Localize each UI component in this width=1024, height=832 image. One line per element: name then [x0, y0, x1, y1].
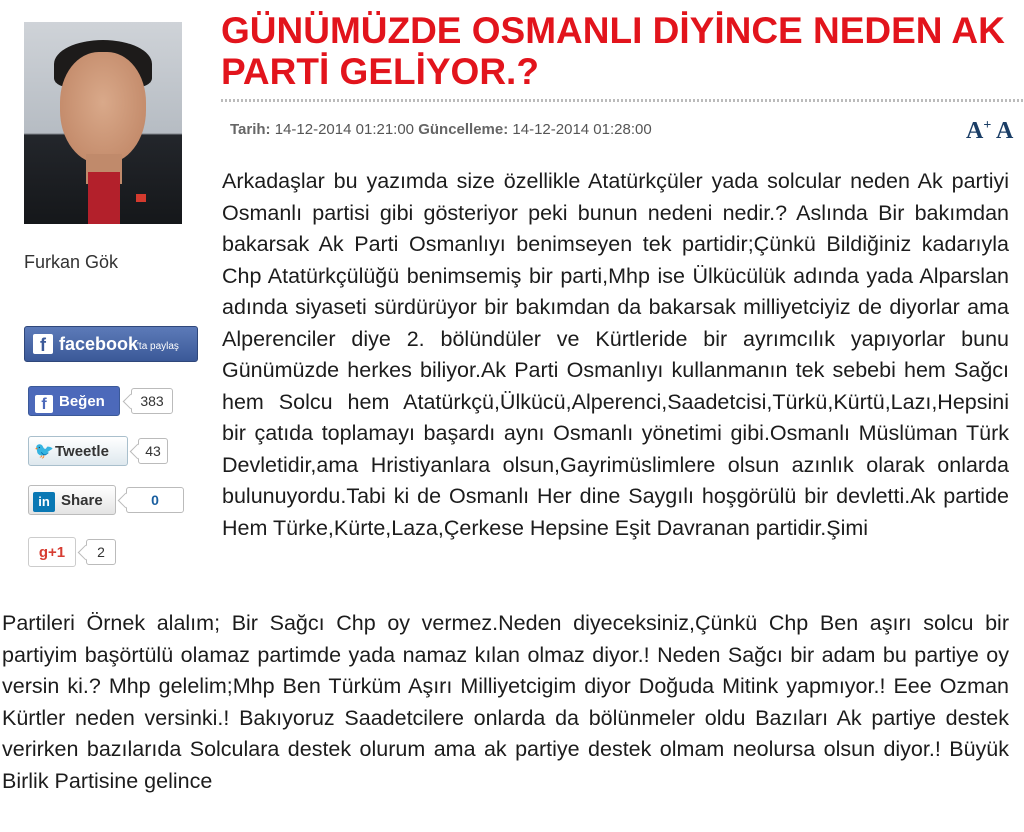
- linkedin-share-count: 0: [126, 487, 184, 513]
- article-title: GÜNÜMÜZDE OSMANLI DİYİNCE NEDEN AK PARTİ GELİYOR.?: [221, 10, 1005, 92]
- date-value: 14-12-2014 01:21:00: [274, 121, 415, 138]
- author-avatar: [24, 22, 182, 224]
- title-divider: [221, 99, 1024, 102]
- font-increase-button[interactable]: A+: [966, 118, 992, 144]
- update-value: 14-12-2014 01:28:00: [512, 121, 652, 138]
- gplus-count: 2: [86, 539, 116, 565]
- like-button[interactable]: [28, 386, 120, 416]
- tweet-label: Tweetle: [55, 443, 109, 460]
- linkedin-share-label: Share: [61, 492, 103, 509]
- article-body-part2: Partileri Örnek alalım; Bir Sağcı Chp oy vermez.Neden diyeceksiniz,Çünkü Chp Ben aşırı solcu bir partiyim başörtülü olamaz partimde yada namaz kılan olmaz diyor.! Neden Sağcı bir adam bu partiye oy versin ki.? Mhp gelelim;Mhp Ben Türküm Aşırı Milliyetcigim diyor Doğuda Mitink yapmıyor.! Eee Ozman Kürtler neden versinki.! Bakıyoruz Saadetcilere onlarda da bölünmeler oldu Bazıları Ak partiye destek verirken bazılarıda Solculara destek olurum ama ak partiye destek olmam neolursa olsun diyor.! Büyük Birlik Partisine gelince: [2, 611, 1009, 793]
- gplus-label: +1: [48, 544, 66, 561]
- article-meta: [230, 121, 652, 138]
- font-size-controls: [966, 118, 1013, 145]
- update-label: Güncelleme:: [418, 121, 509, 138]
- tweet-button[interactable]: [28, 436, 128, 466]
- like-count: 383: [131, 388, 173, 414]
- facebook-icon: f: [35, 395, 53, 413]
- article-body-part1: Arkadaşlar bu yazımda size özellikle Atatürkçüler yada solcular neden Ak partiyi Osmanlı partisi gibi gösteriyor peki bunun nedeni nedir.? Aslında Bir bakımdan bakarsak Ak Parti Osmanlıyı benimseyen tek partidir;Çünkü Bildiğiniz kadarıyla Chp Atatürkçülüğü benimsemiş bir parti,Mhp ise Ülkücülük adında yada Alparslan adında siyaseti sürdürüyor bir bakımdan da bakarsak milliyetciyiz de diyorlar ama Alperenciler diye 2. bölündüler ve Kürtleride bir ayrımcılık yapıyorlar bunu Günümüzde herkes biliyor.Ak Parti Osmanlıyı kullanmanın tek sebebi hem Sağcı hem Solcu hem Atatürkçü,Ülkücü,Alperenci,Saadetcisi,Türkü,Kürtü,Lazı,Hepsini bir çatıda toplamayı başardı aynı Osmanlı yönetimi gibi.Osmanlı Müslüman Türk Devletidir,ama Hristiyanlara olsun,Gayrimüslimlere olsun azınlık olarak onlarda bulunuyordu.Tabi ki de Osmanlı Her dine Saygılı hoşgörülü bir devletti.Ak partide Hem Türke,Kürte,Laza,Çerkese Hepsine Eşit Davranan partidir.Şimi: [222, 169, 1009, 540]
- gplus-button[interactable]: [28, 537, 76, 567]
- author-name[interactable]: Furkan Gök: [24, 252, 119, 272]
- facebook-share-button[interactable]: [24, 326, 198, 362]
- facebook-icon: f: [33, 334, 53, 354]
- gplus-icon: g: [38, 544, 49, 561]
- twitter-bird-icon: 🐦: [34, 443, 54, 460]
- linkedin-icon: in: [33, 492, 55, 512]
- facebook-share-suffix: 'ta paylaş: [137, 341, 179, 352]
- tweet-count: 43: [138, 438, 168, 464]
- like-label: Beğen: [59, 393, 105, 410]
- facebook-brand-label: facebook: [59, 334, 139, 354]
- font-decrease-button[interactable]: A: [996, 118, 1014, 144]
- linkedin-share-button[interactable]: [28, 485, 116, 515]
- date-label: Tarih:: [230, 121, 271, 138]
